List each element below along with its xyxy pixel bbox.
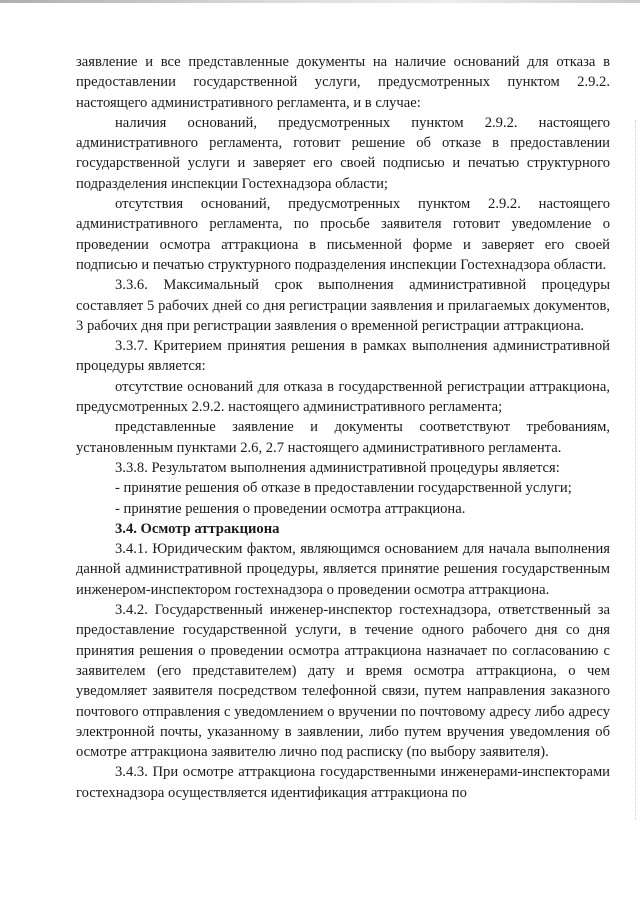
- paragraph-3-3-6: 3.3.6. Максимальный срок выполнения административной процедуры составляет 5 рабочих дней со дня регистрации заявления и прилагаемых документов, 3 рабочих дня при регистрации заявления о временной регистрации аттракциона.: [76, 277, 610, 334]
- paragraph-3-4-3: 3.4.3. При осмотре аттракциона государственными инженерами-инспекторами гостехнадзора осуществляется идентификация аттракциона по: [76, 764, 610, 801]
- paragraph-intro: заявление и все представленные документы на наличие оснований для отказа в предоставлении государственной услуги, предусмотренных пунктом 2.9.2. настоящего административного регламента, и в случае:: [76, 54, 610, 111]
- list-item-inspection-decision: - принятие решения о проведении осмотра аттракциона.: [115, 500, 466, 517]
- paragraph-no-grounds: отсутствия оснований, предусмотренных пунктом 2.9.2. настоящего административного регламента, по просьбе заявителя готовит уведомление о проведении осмотра аттракциона в письменной форме и заверяет его своей подписью и печатью структурного подразделения инспекции Гостехнадзора области.: [76, 196, 610, 273]
- document-body: [76, 52, 610, 803]
- paragraph-3-4-1: 3.4.1. Юридическим фактом, являющимся основанием для начала выполнения данной административной процедуры, является принятие решения государственным инженером-инспектором гостехнадзора о проведении осмотра аттракциона.: [76, 541, 610, 598]
- section-heading-3-4: 3.4. Осмотр аттракциона: [115, 520, 280, 537]
- paragraph-refusal-grounds: наличия оснований, предусмотренных пунктом 2.9.2. настоящего административного регламента, готовит решение об отказе в предоставлении государственной услуги и заверяет его своей подписью и печатью структурного подразделения инспекции Гостехнадзора области;: [76, 114, 610, 192]
- paragraph-3-3-7: 3.3.7. Критерием принятия решения в рамках выполнения административной процедуры является:: [76, 338, 610, 375]
- scan-edge-right: [634, 120, 636, 820]
- paragraph-criterion-1: отсутствие оснований для отказа в государственной регистрации аттракциона, предусмотренных 2.9.2. настоящего административного регламента;: [76, 378, 610, 416]
- paragraph-criterion-2: представленные заявление и документы соответствуют требованиям, установленным пунктами 2.6, 2.7 настоящего административного регламента.: [76, 419, 610, 456]
- scan-edge-top: [0, 0, 640, 3]
- paragraph-3-3-8: 3.3.8. Результатом выполнения административной процедуры является:: [115, 459, 560, 476]
- list-item-refusal-decision: - принятие решения об отказе в предоставлении государственной услуги;: [115, 480, 572, 497]
- paragraph-3-4-2: 3.4.2. Государственный инженер-инспектор гостехнадзора, ответственный за предоставление государственной услуги, в течение одного рабочего дня со дня принятия решения о проведении осмотра аттракциона назначает по согласованию с заявителем (его представителем) дату и время осмотра аттракциона, о чем уведомляет заявителя посредством телефонной связи, путем направления заказного почтового отправления с уведомлением о вручении по почтовому адресу либо адресу электронной почты, указанному в заявлении, либо путем вручения уведомления об осмотре аттракциона заявителю лично под расписку (по выбору заявителя).: [76, 602, 610, 761]
